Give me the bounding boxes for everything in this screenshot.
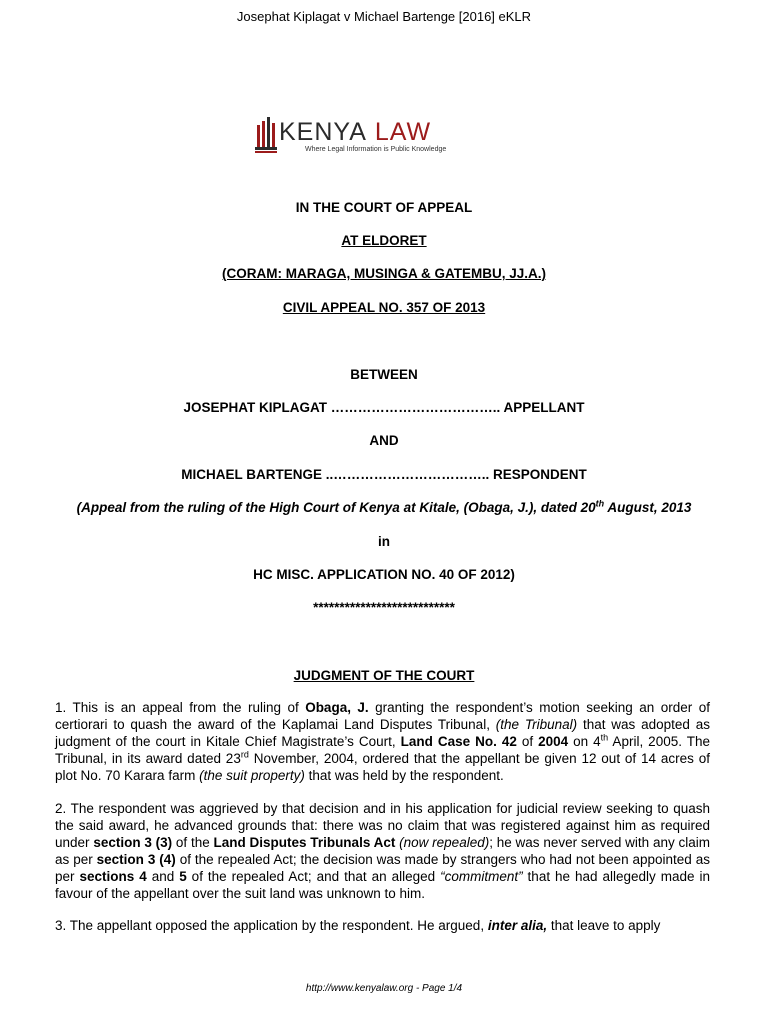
paragraph-3 [55, 917, 710, 934]
p2-text: of the repealed Act; and that an alleged [186, 869, 441, 884]
p2-bold: Land Disputes Tribunals Act [213, 835, 396, 850]
p3-inter-alia: inter alia, [487, 918, 548, 933]
appeal-from [0, 499, 768, 516]
p1-text: of [516, 734, 539, 749]
p1-case: Land Case No. 42 [400, 734, 517, 749]
p2-bold: 5 [179, 869, 187, 884]
judgment-heading: JUDGMENT OF THE COURT [293, 668, 475, 683]
p1-italic: (the suit property) [199, 768, 305, 783]
and-label: AND [369, 433, 399, 448]
p1-italic: (the Tribunal) [495, 717, 578, 732]
p1-sup: rd [240, 749, 249, 760]
appeal-from-text: (Appeal from the ruling of the High Court of Kenya at Kitale, (Obaga, J.), dated 20 [76, 500, 596, 515]
between-label: BETWEEN [350, 367, 418, 382]
logo-law: LAW [374, 118, 432, 146]
p1-text: granting the respondent’s motion seeking an order of certiorari to quash the award of the Kaplamai Land Disputes Tribunal, [55, 700, 710, 732]
in-label: in [378, 534, 390, 549]
court-name: IN THE COURT OF APPEAL [295, 200, 473, 215]
logo-kenya: KENYA [279, 118, 367, 146]
pillars-icon [255, 115, 279, 155]
paragraph-1 [55, 699, 710, 784]
appellant-line: JOSEPHAT KIPLAGAT ……………………………….. APPELLANT [183, 400, 585, 415]
p2-text: ; he was never served with any claim as per [55, 835, 710, 867]
logo-wordmark [279, 117, 431, 147]
p1-text: November, 2004, ordered that the appellant be given 12 out of 14 acres of plot No. 70 Karara farm [55, 751, 710, 783]
p3-bold-italic [488, 918, 547, 933]
p1-text: April, 2005. The Tribunal, in its award dated 23 [55, 734, 710, 766]
separator: *************************** [313, 600, 455, 615]
p1-year: 2004 [538, 734, 569, 749]
p1-text: that was held by the respondent. [304, 768, 504, 783]
court-location: AT ELDORET [341, 233, 427, 248]
appeal-from-sup: th [595, 498, 605, 509]
p3-text: 3. The appellant opposed the application by the respondent. He argued, [55, 918, 488, 933]
paragraph-2 [55, 800, 710, 902]
p1-sup: th [600, 732, 609, 743]
respondent-line: MICHAEL BARTENGE ..…………………………….. RESPONDENT [181, 467, 587, 482]
kenya-law-logo [255, 115, 465, 157]
p2-bold: section 3 (3) [93, 835, 173, 850]
p1-judge: Obaga, J. [305, 700, 369, 715]
case-number: CIVIL APPEAL NO. 357 OF 2013 [282, 300, 486, 315]
coram: (CORAM: MARAGA, MUSINGA & GATEMBU, JJ.A.) [222, 266, 546, 281]
p2-bold: sections 4 [79, 869, 147, 884]
p3-text: that leave to apply [547, 918, 661, 933]
p1-text: on 4 [568, 734, 601, 749]
p2-bold: section 3 (4) [96, 852, 176, 867]
running-header: Josephat Kiplagat v Michael Bartenge [2016] eKLR [236, 9, 532, 24]
appeal-from-date: August, 2013 [604, 500, 692, 515]
p2-italic: (now repealed) [395, 835, 490, 850]
p2-text: of the repealed Act; the decision was made by strangers who had not been appointed as per [55, 852, 710, 884]
p2-italic: “commitment” [440, 869, 523, 884]
logo-tagline: Where Legal Information is Public Knowledge [305, 146, 447, 153]
hc-application: HC MISC. APPLICATION NO. 40 OF 2012) [253, 567, 515, 582]
p1-text: that was adopted as judgment of the court in Kitale Chief Magistrate’s Court, [55, 717, 710, 749]
p1-text: 1. This is an appeal from the ruling of [55, 700, 306, 715]
p2-text: 2. The respondent was aggrieved by that decision and in his application for judicial review seeking to quash the said award, he advanced grounds that: there was no claim that was registered against him as required under [55, 801, 710, 850]
p2-text: and [146, 869, 180, 884]
p2-text: that he had allegedly made in favour of the appellant over the suit land was unknown to him. [55, 869, 711, 901]
p2-text: of the [172, 835, 214, 850]
page-footer: http://www.kenyalaw.org - Page 1/4 [305, 983, 463, 994]
